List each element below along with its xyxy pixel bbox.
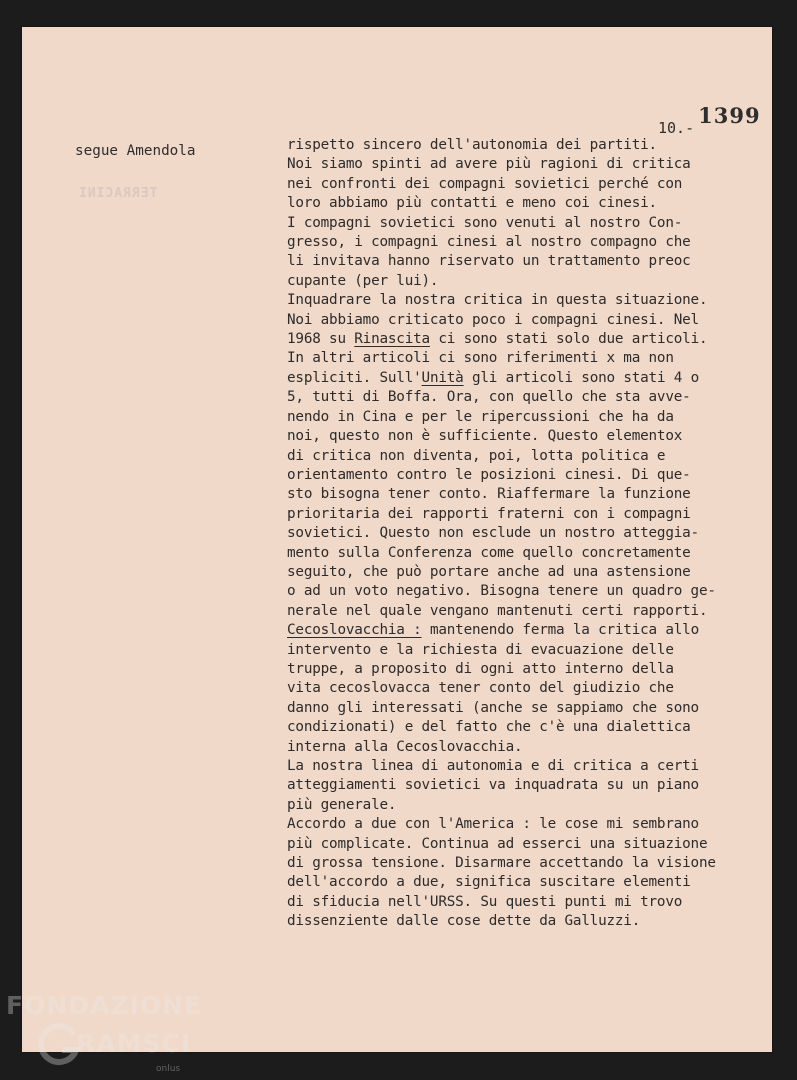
text-line: dissenziente dalle cose dette da Galluzzi. bbox=[287, 913, 641, 930]
page-number-prefix: 10.- bbox=[658, 119, 695, 137]
text-line: nerale nel quale vengano mantenuti certi rapporti. bbox=[287, 602, 708, 619]
text-line: di sfiducia nell'URSS. Su questi punti mi trovo bbox=[287, 893, 683, 910]
text-line: più generale. bbox=[287, 796, 397, 813]
underlined-term: Unità bbox=[421, 369, 464, 386]
page-number bbox=[658, 97, 761, 137]
fondazione-gramsci-watermark bbox=[6, 992, 202, 1074]
bleed-through-label: TERRACINI bbox=[78, 186, 158, 201]
watermark-line-2: RAMSCI bbox=[76, 1029, 192, 1058]
text-line: prioritaria dei rapporti fraterni con i compagni bbox=[287, 505, 691, 522]
speaker-label: segue Amendola bbox=[75, 143, 196, 159]
text-line: nendo in Cina e per le ripercussioni che ha da bbox=[287, 408, 674, 425]
text-line: Cecoslovacchia : mantenendo ferma la critica allo bbox=[287, 622, 699, 639]
text-line: Noi siamo spinti ad avere più ragioni di critica bbox=[287, 156, 691, 173]
watermark-line-1: FONDAZIONE bbox=[6, 991, 203, 1020]
text-line: vita cecoslovacca tener conto del giudizio che bbox=[287, 680, 674, 697]
text-line: atteggiamenti sovietici va inquadrata su un piano bbox=[287, 777, 699, 794]
text-line: intervento e la richiesta di evacuazione delle bbox=[287, 641, 674, 658]
underlined-term: Cecoslovacchia : bbox=[287, 622, 422, 639]
text-line: 1968 su Rinascita ci sono stati solo due articoli. bbox=[287, 331, 708, 348]
text-line: loro abbiamo più contatti e meno coi cinesi. bbox=[287, 195, 657, 212]
text-line: sto bisogna tener conto. Riaffermare la funzione bbox=[287, 486, 691, 503]
text-line: nei confronti dei compagni sovietici perché con bbox=[287, 175, 683, 192]
underlined-term: Rinascita bbox=[354, 331, 430, 348]
text-line: di critica non diventa, poi, lotta politica e bbox=[287, 447, 666, 464]
text-line: sovietici. Questo non esclude un nostro atteggia- bbox=[287, 525, 699, 542]
text-line: Inquadrare la nostra critica in questa situazione. bbox=[287, 292, 708, 309]
text-line: condizionati) e del fatto che c'è una dialettica bbox=[287, 719, 691, 736]
text-line: In altri articoli ci sono riferimenti x ma non bbox=[287, 350, 674, 367]
text-line: seguito, che può portare anche ad una astensione bbox=[287, 563, 691, 580]
text-line: Accordo a due con l'America : le cose mi sembrano bbox=[287, 816, 699, 833]
text-line: espliciti. Sull'Unità gli articoli sono stati 4 o bbox=[287, 369, 699, 386]
text-line: orientamento contro le posizioni cinesi. Di que- bbox=[287, 466, 691, 483]
gramsci-g-logo-icon bbox=[34, 1020, 82, 1068]
text-line: li invitava hanno riservato un trattamento preoc bbox=[287, 253, 691, 270]
text-line: I compagni sovietici sono venuti al nostro Con- bbox=[287, 214, 683, 231]
text-line: rispetto sincero dell'autonomia dei partiti. bbox=[287, 137, 657, 153]
text-line: gresso, i compagni cinesi al nostro compagno che bbox=[287, 234, 691, 251]
text-line: mento sulla Conferenza come quello concretamente bbox=[287, 544, 691, 561]
text-line: noi, questo non è sufficiente. Questo elementox bbox=[287, 428, 683, 445]
text-line: Noi abbiamo criticato poco i compagni cinesi. Nel bbox=[287, 311, 699, 328]
text-line: dell'accordo a due, significa suscitare elementi bbox=[287, 874, 691, 891]
body-text bbox=[287, 136, 767, 932]
text-line: o ad un voto negativo. Bisogna tenere un quadro ge- bbox=[287, 583, 716, 600]
text-line: truppe, a proposito di ogni atto interno della bbox=[287, 660, 674, 677]
text-line: interna alla Cecoslovacchia. bbox=[287, 738, 523, 755]
text-line: La nostra linea di autonomia e di critica a certi bbox=[287, 758, 699, 774]
text-line: 5, tutti di Boffa. Ora, con quello che sta avve- bbox=[287, 389, 691, 406]
text-line: di grossa tensione. Disarmare accettando la visione bbox=[287, 855, 716, 872]
watermark-line-3: onlus bbox=[156, 1064, 181, 1074]
text-line: più complicate. Continua ad esserci una situazione bbox=[287, 835, 708, 852]
text-line: danno gli interessati (anche se sappiamo che sono bbox=[287, 699, 699, 716]
archive-stamp-number: 1399 bbox=[698, 103, 761, 128]
text-line: cupante (per lui). bbox=[287, 272, 439, 289]
